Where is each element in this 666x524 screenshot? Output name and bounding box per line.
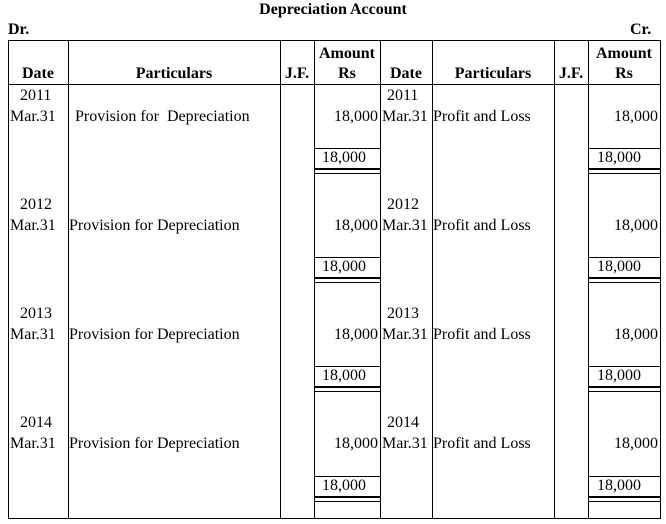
header-date-credit: Date: [390, 65, 422, 82]
entry-amount-debit: 18,000: [334, 435, 378, 452]
total-amount-credit: 18,000: [597, 149, 641, 166]
header-jf-debit: J.F.: [284, 65, 310, 82]
entry-particulars-credit: Profit and Loss: [433, 108, 531, 125]
entry-year-credit: 2011: [387, 87, 419, 104]
header-particulars-credit: Particulars: [454, 65, 532, 82]
entry-amount-credit: 18,000: [614, 326, 658, 343]
entry-particulars-credit: Profit and Loss: [433, 435, 531, 452]
page-title: Depreciation Account: [259, 1, 407, 18]
entry-year-debit: 2011: [20, 87, 52, 104]
total-double-rule-debit: [314, 278, 380, 283]
table-top-border: [8, 40, 660, 41]
total-double-rule-debit: [314, 387, 380, 392]
header-bottom-border: [8, 84, 660, 85]
total-amount-debit: 18,000: [322, 367, 366, 384]
entry-date-debit: Mar.31: [10, 326, 56, 343]
entry-particulars-debit: Provision for Depreciation: [75, 108, 250, 125]
header-date-debit: Date: [22, 65, 54, 82]
entry-amount-credit: 18,000: [614, 435, 658, 452]
entry-amount-debit: 18,000: [334, 217, 378, 234]
header-currency-credit: Rs: [615, 65, 633, 82]
entry-date-credit: Mar.31: [382, 217, 428, 234]
entry-amount-debit: 18,000: [334, 326, 378, 343]
total-amount-credit: 18,000: [597, 258, 641, 275]
credit-side-label: Cr.: [630, 21, 652, 38]
debit-particulars-divider: [280, 40, 281, 519]
entry-date-credit: Mar.31: [382, 108, 428, 125]
header-amount-debit: Amount: [318, 45, 375, 62]
header-currency-debit: Rs: [338, 65, 356, 82]
total-amount-debit: 18,000: [322, 149, 366, 166]
right-border: [660, 40, 661, 519]
entry-year-credit: 2014: [387, 414, 419, 431]
header-jf-credit: J.F.: [558, 65, 584, 82]
center-divider: [380, 40, 381, 519]
debit-side-label: Dr.: [8, 21, 30, 38]
entry-date-credit: Mar.31: [382, 326, 428, 343]
entry-amount-credit: 18,000: [614, 217, 658, 234]
entry-particulars-debit: Provision for Depreciation: [69, 435, 240, 452]
total-double-rule-debit: [314, 169, 380, 174]
entry-year-debit: 2012: [20, 196, 52, 213]
total-amount-debit: 18,000: [322, 477, 366, 494]
total-amount-debit: 18,000: [322, 258, 366, 275]
total-double-rule-debit: [314, 497, 380, 502]
entry-year-debit: 2013: [20, 305, 52, 322]
entry-amount-credit: 18,000: [614, 108, 658, 125]
entry-year-credit: 2013: [387, 305, 419, 322]
entry-particulars-debit: Provision for Depreciation: [69, 217, 240, 234]
table-bottom-border: [8, 518, 660, 519]
total-double-rule-credit: [588, 169, 660, 174]
entry-particulars-debit: Provision for Depreciation: [69, 326, 240, 343]
total-double-rule-credit: [588, 387, 660, 392]
entry-particulars-credit: Profit and Loss: [433, 326, 531, 343]
total-amount-credit: 18,000: [597, 367, 641, 384]
header-amount-credit: Amount: [595, 45, 652, 62]
total-double-rule-credit: [588, 497, 660, 502]
total-double-rule-credit: [588, 278, 660, 283]
credit-particulars-divider: [554, 40, 555, 519]
entry-year-debit: 2014: [20, 414, 52, 431]
header-particulars-debit: Particulars: [135, 65, 213, 82]
entry-year-credit: 2012: [387, 196, 419, 213]
entry-amount-debit: 18,000: [334, 108, 378, 125]
total-amount-credit: 18,000: [597, 477, 641, 494]
entry-date-debit: Mar.31: [10, 435, 56, 452]
entry-date-debit: Mar.31: [10, 108, 56, 125]
entry-date-debit: Mar.31: [10, 217, 56, 234]
entry-date-credit: Mar.31: [382, 435, 428, 452]
left-border: [8, 40, 9, 519]
entry-particulars-credit: Profit and Loss: [433, 217, 531, 234]
